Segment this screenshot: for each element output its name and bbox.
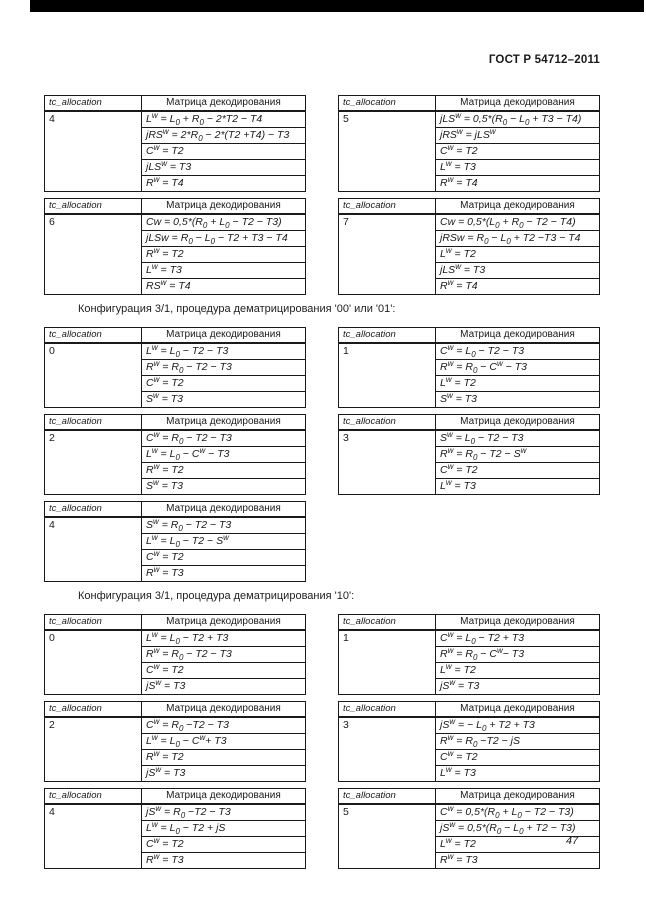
matrix-formula: $L^w = T2$ <box>436 837 600 853</box>
decode-matrix-table <box>44 95 306 192</box>
matrix-formula: $C^w = L_0 - T2 - T3$ <box>436 343 600 360</box>
page-content <box>44 95 602 875</box>
matrix-formula: $C^w = T2$ <box>436 463 600 479</box>
col-header-tc-allocation: tc_allocation <box>45 328 142 344</box>
matrix-formula: $R^w = T4$ <box>436 176 600 192</box>
decode-matrix-table <box>338 414 600 495</box>
matrix-formula: $R^w = R_0 - T2 - T3$ <box>142 647 306 663</box>
tc-allocation-value: 6 <box>45 214 142 295</box>
table-header-row <box>339 199 600 215</box>
col-header-tc-allocation: tc_allocation <box>45 789 142 805</box>
decode-matrix-table <box>44 701 306 782</box>
col-header-tc-allocation: tc_allocation <box>339 199 436 215</box>
matrix-formula: $L^w = T2$ <box>436 247 600 263</box>
matrix-formula: $R^w = T2$ <box>142 463 306 479</box>
table-header-row <box>339 702 600 718</box>
table-pair-row <box>44 701 602 782</box>
col-header-tc-allocation: tc_allocation <box>45 415 142 431</box>
decode-matrix-table <box>44 501 306 582</box>
matrix-formula: $jS^w = T3$ <box>142 679 306 695</box>
formula-row <box>339 111 600 128</box>
matrix-formula: $L^w = L_0 - C^w+ T3$ <box>142 734 306 750</box>
formula-row <box>45 111 306 128</box>
matrix-formula: $jLS^w = 0,5*(R_0 - L_0 + T3 - T4)$ <box>436 111 600 128</box>
table-pair-row <box>44 414 602 495</box>
matrix-formula: jLS$^w$ = T3 <box>142 160 306 176</box>
matrix-formula: $R^w = T4$ <box>436 279 600 295</box>
matrix-formula: $L^w = L_0 - T2 - S^w$ <box>142 534 306 550</box>
tc-allocation-value: 0 <box>45 343 142 408</box>
matrix-formula: $R^w = R_0 - T2 - S^w$ <box>436 447 600 463</box>
formula-row <box>339 630 600 647</box>
matrix-formula: $L^w = L_0 + R_0 - 2*T2 - T4$ <box>142 111 306 128</box>
matrix-formula: $S^w = R_0 - T2 - T3$ <box>142 517 306 534</box>
matrix-formula: $jRS^w = 2*R_0 - 2*(T2 +T4) - T3$ <box>142 128 306 144</box>
section-demat-00-01-tables <box>44 327 602 582</box>
table-pair-row <box>44 198 602 295</box>
col-header-matrix: Матрица декодирования <box>436 328 600 344</box>
col-header-matrix: Матрица декодирования <box>436 415 600 431</box>
matrix-formula: $R^w = T3$ <box>436 853 600 869</box>
matrix-formula: $R^w = R_0 - T2 - T3$ <box>142 360 306 376</box>
matrix-formula: $C^w = T2$ <box>142 144 306 160</box>
table-header-row <box>45 199 306 215</box>
formula-row <box>339 214 600 231</box>
matrix-formula: $R^w = T3$ <box>142 566 306 582</box>
col-header-matrix: Матрица декодирования <box>142 789 306 805</box>
tc-allocation-value: 3 <box>339 430 436 495</box>
table-header-row <box>45 702 306 718</box>
col-header-matrix: Матрица декодирования <box>142 415 306 431</box>
matrix-formula: jLSw = $R_0 - L_0 - T2 + T3 - T4$ <box>142 231 306 247</box>
formula-row <box>45 630 306 647</box>
tc-allocation-value: 3 <box>339 717 436 782</box>
col-header-matrix: Матрица декодирования <box>142 96 306 112</box>
matrix-formula: $C^w = T2$ <box>142 376 306 392</box>
matrix-formula: $Cw = 0,5*(R_0 + L_0 - T2 - T3)$ <box>142 214 306 231</box>
table-pair-row <box>44 327 602 408</box>
matrix-formula: $C^w = R_0 -T2 - T3$ <box>142 717 306 734</box>
decode-matrix-table <box>338 327 600 408</box>
section-config-tc4-tc7 <box>44 95 602 295</box>
decode-matrix-table <box>44 788 306 869</box>
formula-row <box>339 804 600 821</box>
matrix-formula: $S^w = T3$ <box>436 392 600 408</box>
matrix-formula: $C^w = T2$ <box>142 837 306 853</box>
matrix-formula: $L^w = T2$ <box>436 663 600 679</box>
col-header-matrix: Матрица декодирования <box>142 328 306 344</box>
col-header-matrix: Матрица декодирования <box>436 199 600 215</box>
tc-allocation-value: 2 <box>45 430 142 495</box>
matrix-formula: $C^w = L_0 - T2 + T3$ <box>436 630 600 647</box>
decode-matrix-table <box>44 327 306 408</box>
formula-row <box>45 214 306 231</box>
table-header-row <box>339 96 600 112</box>
matrix-formula: $R^w = T2$ <box>142 750 306 766</box>
matrix-formula: $L^w = T2$ <box>436 376 600 392</box>
col-header-tc-allocation: tc_allocation <box>339 96 436 112</box>
tc-allocation-value: 7 <box>339 214 436 295</box>
decode-matrix-table <box>44 614 306 695</box>
col-header-tc-allocation: tc_allocation <box>339 328 436 344</box>
table-header-row <box>45 96 306 112</box>
tc-allocation-value: 2 <box>45 717 142 782</box>
tc-allocation-value: 1 <box>339 630 436 695</box>
matrix-formula: $jS^w = T3$ <box>142 766 306 782</box>
formula-row <box>45 430 306 447</box>
section-heading-demat-00-01: Конфигурация 3/1, процедура дематрицирования '00' или '01': <box>78 303 396 315</box>
formula-row <box>339 717 600 734</box>
table-pair-row <box>44 95 602 192</box>
matrix-formula: $RS^w = T4$ <box>142 279 306 295</box>
matrix-formula: $C^w = T2$ <box>142 663 306 679</box>
matrix-formula: jLS$^w$ = T3 <box>436 263 600 279</box>
matrix-formula: $R^w = T3$ <box>142 853 306 869</box>
matrix-formula: $C^w = T2$ <box>436 750 600 766</box>
matrix-formula: $jS^w = T3$ <box>436 679 600 695</box>
page-number: 47 <box>566 835 579 847</box>
formula-row <box>45 717 306 734</box>
table-pair-row <box>44 501 602 582</box>
matrix-formula: $jS^w$ = − $L_0 + T2 + T3$ <box>436 717 600 734</box>
table-header-row <box>45 615 306 631</box>
formula-row <box>45 804 306 821</box>
tc-allocation-value: 5 <box>339 804 436 869</box>
tc-allocation-value: 4 <box>45 804 142 869</box>
matrix-formula: $S^w = L_0 - T2 - T3$ <box>436 430 600 447</box>
formula-row <box>339 430 600 447</box>
matrix-formula: $L^w = T3$ <box>436 479 600 495</box>
decode-matrix-table <box>338 95 600 192</box>
decode-matrix-table <box>338 614 600 695</box>
matrix-formula: $R^w = R_0 - C^w- T3$ <box>436 647 600 663</box>
matrix-formula: $R^w = T2$ <box>142 247 306 263</box>
col-header-tc-allocation: tc_allocation <box>339 789 436 805</box>
matrix-formula: $S^w = T3$ <box>142 392 306 408</box>
decode-matrix-table <box>338 788 600 869</box>
matrix-formula: jRSw = $R_0 - L_0 + T2 -T3 - T4$ <box>436 231 600 247</box>
matrix-formula: $C^w = R_0 - T2 - T3$ <box>142 430 306 447</box>
table-header-row <box>339 789 600 805</box>
formula-row <box>45 517 306 534</box>
col-header-matrix: Матрица декодирования <box>142 702 306 718</box>
col-header-matrix: Матрица декодирования <box>436 789 600 805</box>
col-header-tc-allocation: tc_allocation <box>45 96 142 112</box>
matrix-formula: $jS^w = R_0 -T2 - T3$ <box>142 804 306 821</box>
table-header-row <box>45 502 306 518</box>
matrix-formula: $L^w = L_0 - T2 + T3$ <box>142 630 306 647</box>
col-header-matrix: Матрица декодирования <box>436 96 600 112</box>
table-pair-row <box>44 614 602 695</box>
col-header-tc-allocation: tc_allocation <box>45 502 142 518</box>
table-header-row <box>339 415 600 431</box>
section-heading-demat-10: Конфигурация 3/1, процедура дематрицирования '10': <box>78 590 355 602</box>
decode-matrix-table <box>338 198 600 295</box>
matrix-formula: $L^w = L_0 - T2 - T3$ <box>142 343 306 360</box>
col-header-tc-allocation: tc_allocation <box>45 615 142 631</box>
tc-allocation-value: 4 <box>45 111 142 192</box>
decode-matrix-table <box>44 198 306 295</box>
tc-allocation-value: 0 <box>45 630 142 695</box>
formula-row <box>45 343 306 360</box>
col-header-tc-allocation: tc_allocation <box>339 415 436 431</box>
decode-matrix-table <box>44 414 306 495</box>
table-header-row <box>45 328 306 344</box>
matrix-formula: $jS^w = 0,5*(R_0 - L_0 + T2 - T3)$ <box>436 821 600 837</box>
section-demat-10-tables <box>44 614 602 869</box>
matrix-formula: $C^w = 0,5*(R_0 + L_0 - T2 - T3)$ <box>436 804 600 821</box>
table-header-row <box>339 328 600 344</box>
col-header-matrix: Матрица декодирования <box>142 615 306 631</box>
col-header-matrix: Матрица декодирования <box>436 702 600 718</box>
matrix-formula: $L^w = T3$ <box>436 766 600 782</box>
tc-allocation-value: 5 <box>339 111 436 192</box>
matrix-formula: $C^w = T2$ <box>436 144 600 160</box>
matrix-formula: $R^w = R_0 -T2$ − jS <box>436 734 600 750</box>
col-header-matrix: Матрица декодирования <box>142 502 306 518</box>
tc-allocation-value: 1 <box>339 343 436 408</box>
col-header-matrix: Матрица декодирования <box>142 199 306 215</box>
matrix-formula: $C^w = T2$ <box>142 550 306 566</box>
matrix-formula: $R^w = R_0 - C^w - T3$ <box>436 360 600 376</box>
table-header-row <box>45 415 306 431</box>
col-header-tc-allocation: tc_allocation <box>339 615 436 631</box>
tc-allocation-value: 4 <box>45 517 142 582</box>
col-header-tc-allocation: tc_allocation <box>339 702 436 718</box>
col-header-tc-allocation: tc_allocation <box>45 199 142 215</box>
matrix-formula: $L^w = T3$ <box>436 160 600 176</box>
matrix-formula: $S^w = T3$ <box>142 479 306 495</box>
document-header-title: ГОСТ Р 54712–2011 <box>488 54 600 66</box>
table-pair-row <box>44 788 602 869</box>
col-header-tc-allocation: tc_allocation <box>45 702 142 718</box>
matrix-formula: $L^w = T3$ <box>142 263 306 279</box>
matrix-formula: jRS$^w$ = jLS$^w$ <box>436 128 600 144</box>
matrix-formula: $Cw = 0,5*(L_0 + R_0 - T2 - T4)$ <box>436 214 600 231</box>
top-scan-artifact-bar <box>30 0 644 12</box>
formula-row <box>339 343 600 360</box>
matrix-formula: $L^w = L_0 - C^w - T3$ <box>142 447 306 463</box>
col-header-matrix: Матрица декодирования <box>436 615 600 631</box>
matrix-formula: $R^w = T4$ <box>142 176 306 192</box>
table-header-row <box>339 615 600 631</box>
table-header-row <box>45 789 306 805</box>
decode-matrix-table <box>338 701 600 782</box>
matrix-formula: $L^w = L_0 - T2$ + jS <box>142 821 306 837</box>
